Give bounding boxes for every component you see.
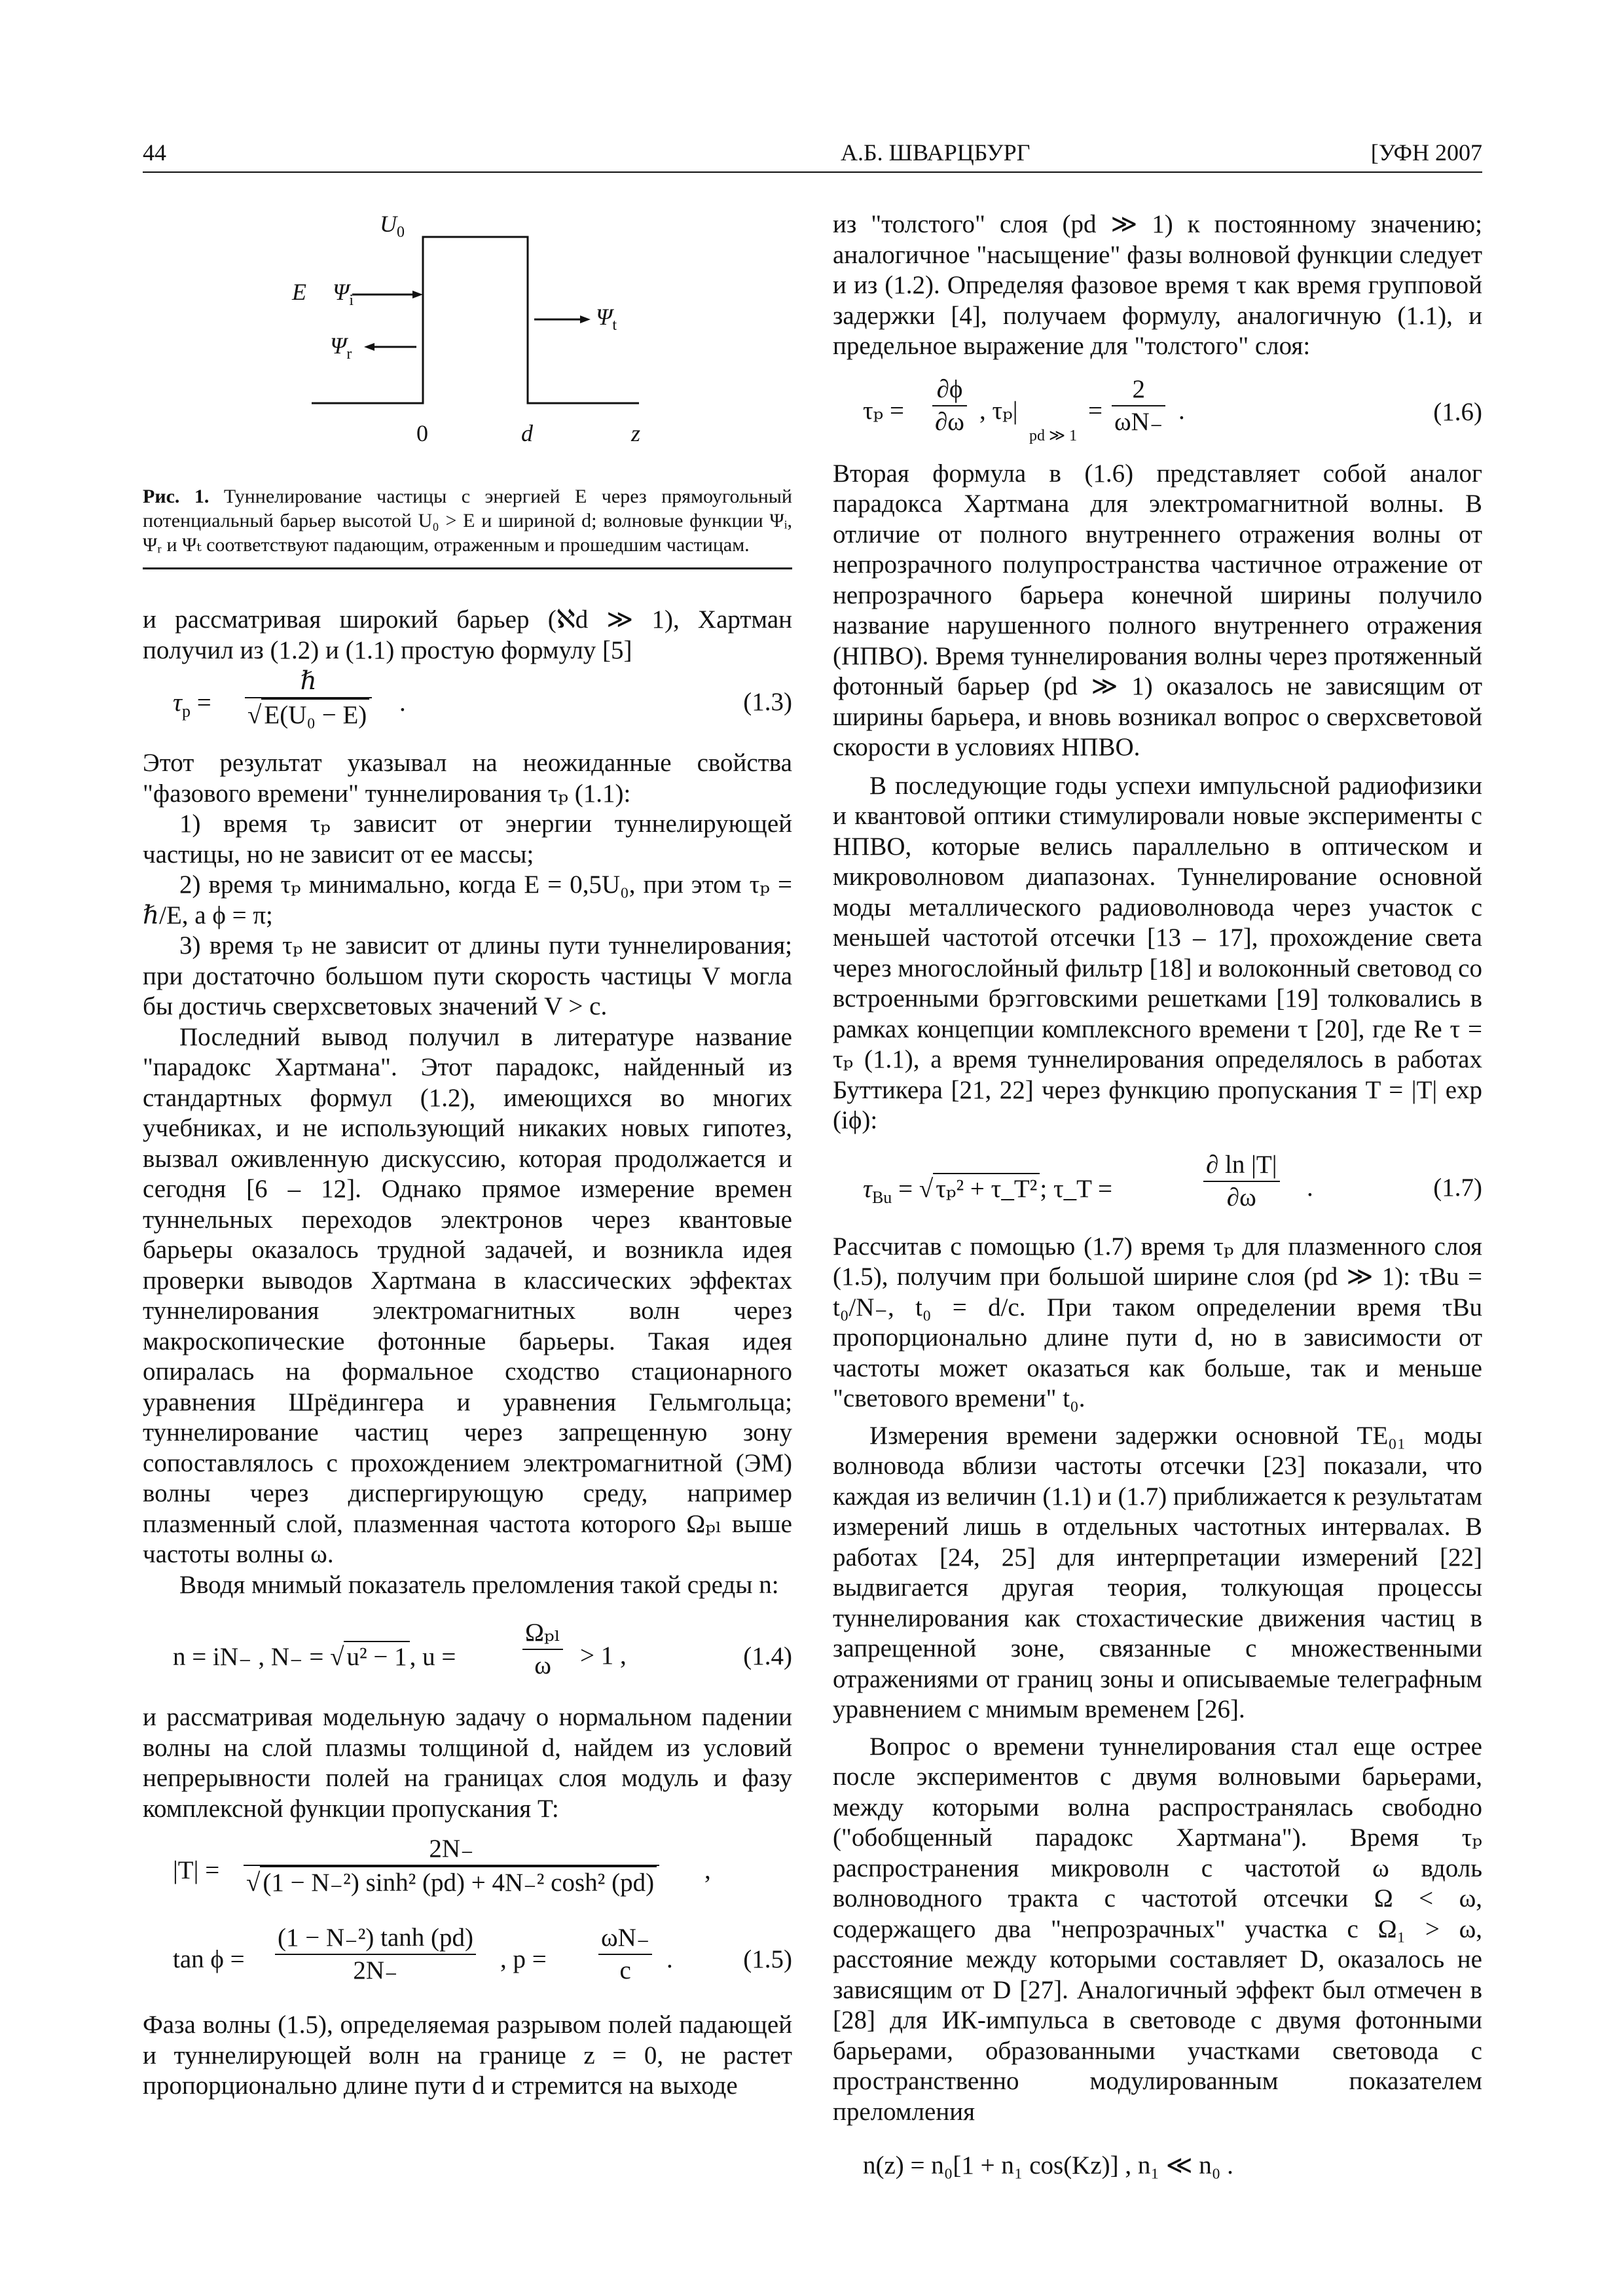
equation-number: (1.7)	[1433, 1173, 1482, 1202]
left-column	[143, 209, 792, 2102]
right-paragraph-1: из "толстого" слоя (pd ≫ 1) к постоянному значению; аналогичное "насыщение" фазы волновой функции следует и из (1.2). Определяя фазовое время τ как время групповой задержки [4], получаем формулу, аналогичную (1.1), и предельное выражение для "толстого" слоя:	[833, 210, 1482, 360]
left-paragraph-8: и рассматривая модельную задачу о нормальном падении волны на слой плазмы толщиной d, найдем из условий непрерывности полей на границах слоя модуль и фазу комплексной функции пропускания T:	[143, 1703, 792, 1823]
equation-1-4: n = iN₋ , N₋ = √ u² − 1 , u = Ωₚₗ ω > 1 , (1.4)	[173, 1619, 792, 1679]
label-psi-i: $\Psi_i$	[333, 279, 354, 309]
equation-1-5: |T| = $\frac{2N_-}{\text{√ (1 − N₋²) sinh² (pd) + 4N₋² cosh² (pd)}}$ , tan ϕ = $\frac{\text{(1 − N₋²) tanh (pd)}}{2N_-}$ , p = $\frac{\omega N_-}{c}$ . (1.5)	[173, 1835, 792, 1984]
equation-1-8: n(z) = n₀[1 + n₁ cos(Kz)] , n₁ ≪ n₀ .	[863, 2151, 1233, 2179]
equation-1-7: $\tau_{Bu}$ = √ τₚ² + τ_T² ; τ_T = $\frac{\partial \ln |T|}{\partial\omega}$ . (1.7)	[863, 1150, 1482, 1211]
journal-ref: [УФН 2007	[1370, 139, 1482, 166]
right-paragraph-6: Вопрос о времени туннелирования стал еще острее после экспериментов с двумя волновыми барьерами, между которыми волна распространялась свободно ("обобщенный парадокс Хартмана"). Время τₚ распространения микроволн с частотой ω вдоль волноводного тракта с частотой отсечки Ω < ω, содержащего два "непрозрачных" участка с Ω₁ > ω, расстояние между которыми составляет D, оказалось не зависящим от D [27]. Аналогичный эффект был отмечен в [28] для ИК-импульса в световоде с двумя фотонными барьерами, образованными участками световода с пространственно модулированным показателем преломления	[833, 1732, 1482, 2126]
left-paragraph-1: и рассматривая широкий барьер (ℵd ≫ 1), Хартман получил из (1.2) и (1.1) простую формулу [5]	[143, 605, 792, 664]
left-paragraph-4: 2) время τₚ минимально, когда E = 0,5U₀, при этом τₚ = ℏ/E, а ϕ = π;	[143, 870, 792, 929]
right-column	[833, 209, 1482, 2181]
left-paragraph-3: 1) время τₚ зависит от энергии туннелирующей частицы, но не зависит от ее массы;	[143, 810, 792, 869]
equation-number: (1.3)	[743, 688, 792, 716]
right-paragraph-5: Измерения времени задержки основной TE₀₁ моды волновода вблизи частоты отсечки [23] показали, что каждая из величин (1.1) и (1.7) приближается к результатам измерений лишь в отдельных частотных интервалах. В работах [24, 25] для интерпретации измерений [22] выдвигается другая теория, толкующая процессы туннелирования как стохастические движения частиц в запрещенной зоне, связанные с множественными отражениями от границ зоны и описываемые телеграфным уравнением с мнимым временем [26].	[833, 1421, 1482, 1723]
left-paragraph-5: 3) время τₚ не зависит от длины пути туннелирования; при достаточно большом пути скорость частицы V могла бы достичь сверхсветовых значений V > c.	[143, 931, 792, 1020]
label-psi-r: $\Psi_r$	[330, 332, 352, 363]
right-paragraph-2: Вторая формула в (1.6) представляет собой аналог парадокса Хартмана для электромагнитной волны. В отличие от полного внутреннего отражения волны от непрозрачного полупространства частичное отражение от непрозрачного барьера конечной ширины получило название нарушенного полного внутреннего отражения (НПВО). Время туннелирования волны через протяженный фотонный барьер (pd ≫ 1) оказалось не зависящим от ширины барьера, и вновь возникал вопрос о сверхсветовой скорости в условиях НПВО.	[833, 459, 1482, 761]
left-paragraph-2: Этот результат указывал на неожиданные свойства "фазового времени" туннелирования τₚ (1.1):	[143, 749, 792, 808]
equation-1-6: τₚ = $\frac{\partial\phi}{\partial\omega}$ , τₚ| pd ≫ 1 = $\frac{2}{\omega N_-}$ . (1.6)	[863, 374, 1482, 444]
label-zero: 0	[416, 420, 428, 446]
figure-caption	[143, 484, 792, 557]
equation-number: (1.4)	[743, 1642, 792, 1670]
page-number: 44	[143, 139, 166, 166]
left-paragraph-9: Фаза волны (1.5), определяемая разрывом полей падающей и туннелирующей волн на границе z = 0, не растет пропорционально длине пути d и стремится на выходе	[143, 2011, 792, 2100]
caption-text: Туннелирование частицы с энергией E через прямоугольный потенциальный барьер высотой U₀ > E и шириной d; волновые функции Ψᵢ, Ψᵣ и Ψₜ соответствуют падающим, отраженным и прошедшим частицам.	[143, 486, 792, 556]
label-u0: $U_0$	[380, 211, 405, 241]
label-psi-t: $\Psi_t$	[596, 304, 617, 334]
running-author: А.Б. ШВАРЦБУРГ	[841, 139, 1030, 166]
header-rule	[143, 171, 1482, 173]
right-paragraph-4: Рассчитав с помощью (1.7) время τₚ для плазменного слоя (1.5), получим при большой ширине слоя (pd ≫ 1): τBu = t₀/N₋, t₀ = d/c. При таком определении время τBu пропорционально длине пути d, но в зависимости от частоты может оказаться как больше, так и меньше "светового времени" t₀.	[833, 1232, 1482, 1412]
left-paragraph-6: Последний вывод получил в литературе название "парадокс Хартмана". Этот парадокс, найденный из стандартных формул (1.2), имеющихся во многих учебниках, и не использующий никаких новых гипотез, вызвал оживленную дискуссию, которая продолжается и сегодня [6 – 12]. Однако прямое измерение времен туннельных переходов электронов через квантовые барьеры оказалось трудной задачей, и возникла идея проверки выводов Хартмана в классических эффектах туннелирования электромагнитных волн через макроскопические фотонные барьеры. Такая идея опиралась на формальное сходство стационарного уравнения Шрёдингера и уравнения Гельмгольца; туннелирование частиц через запрещенную зону сопоставлялось с прохождением электромагнитной (ЭМ) волны через диспергирующую среду, например плазменный слой, плазменная частота которого Ωₚₗ выше частоты волны ω.	[143, 1022, 792, 1568]
equation-number: (1.6)	[1433, 397, 1482, 426]
equation-number: (1.5)	[743, 1945, 792, 1973]
caption-rule	[143, 567, 792, 569]
caption-label: Рис. 1.	[143, 486, 210, 507]
barrier-diagram	[143, 209, 792, 471]
right-paragraph-3: В последующие годы успехи импульсной радиофизики и квантовой оптики стимулировали новые эксперименты с НПВО, которые велись параллельно в оптическом и микроволновом диапазонах. Туннелирование основной моды металлического радиоволновода через участок с меньшей частотой отсечки [13 – 17], прохождение света через многослойный фильтр [18] и волоконный световод со встроенными брэгговскими решетками [19] толковались в рамках концепции комплексного времени τ [20], где Re τ = τₚ (1.1), а время туннелирования определялось в работах Буттикера [21, 22] через функцию пропускания T = |T| exp (iϕ):	[833, 771, 1482, 1134]
label-z: z	[631, 420, 641, 446]
barrier-outline	[312, 237, 639, 403]
running-header	[143, 139, 1482, 173]
label-e: E	[292, 279, 306, 305]
figure-1	[143, 209, 792, 471]
equation-1-3: $\tau_p$ = ℏ √ E(U₀ − E) . (1.3)	[143, 666, 792, 739]
label-d: d	[521, 420, 533, 446]
left-paragraph-7: Вводя мнимый показатель преломления такой среды n:	[179, 1570, 779, 1599]
